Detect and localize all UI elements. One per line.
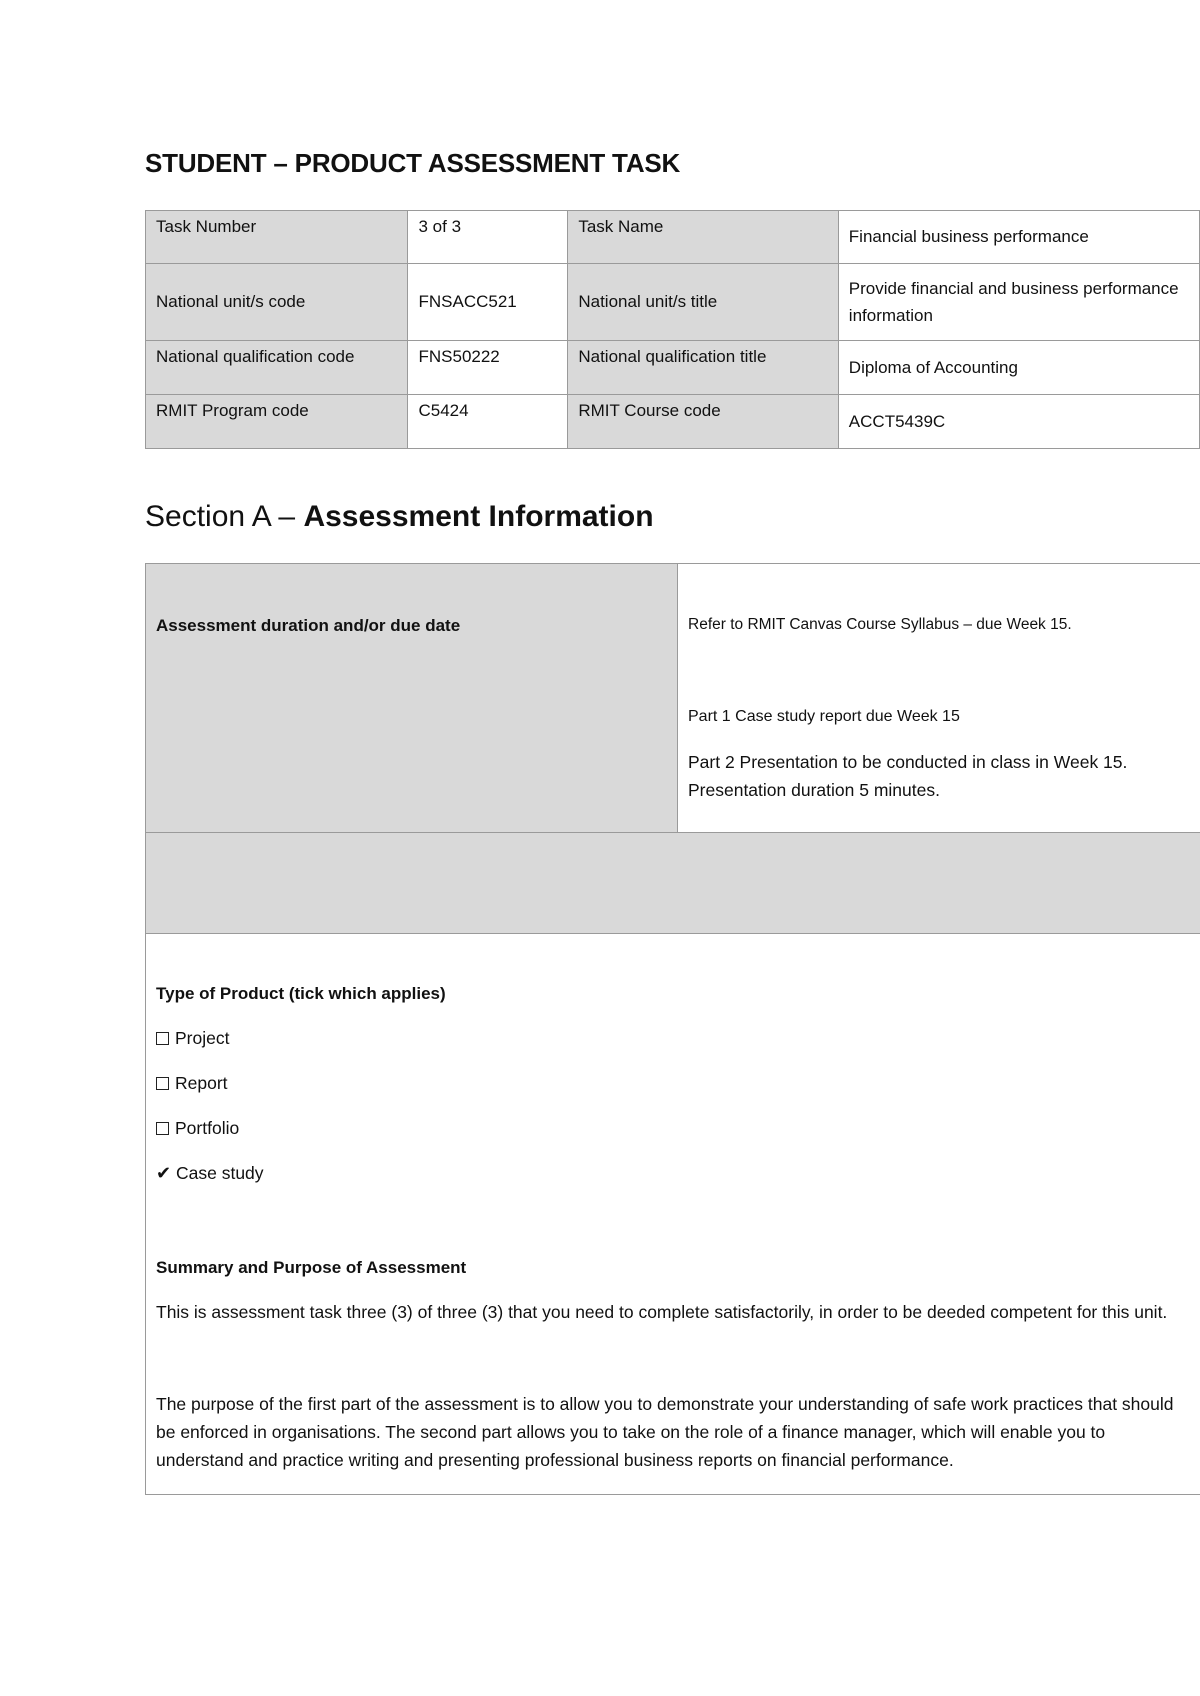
section-a-heading xyxy=(145,500,654,534)
duration-value-cell xyxy=(678,564,1200,832)
product-type-heading: Type of Product (tick which applies) xyxy=(156,984,446,1003)
table-row xyxy=(146,264,1200,341)
option-portfolio[interactable] xyxy=(156,1118,1190,1139)
task-name-label: Task Name xyxy=(568,211,838,264)
assessment-info-box xyxy=(145,563,1200,1495)
checkbox-unchecked-icon[interactable] xyxy=(156,1032,169,1045)
qualification-code-value: FNS50222 xyxy=(408,341,568,395)
table-row xyxy=(146,211,1200,264)
product-summary-cell xyxy=(146,934,1200,1494)
summary-paragraph-1: This is assessment task three (3) of three (3) that you need to complete satisfactorily, in order to be deeded competent for this unit. xyxy=(156,1302,1168,1322)
due-date-text: Refer to RMIT Canvas Course Syllabus – due Week 15. xyxy=(688,616,1072,633)
summary-paragraph-2: The purpose of the first part of the assessment is to allow you to demonstrate your understanding of safe work practices that should be enforced in organisations. The second part allows you to take on the role of a finance manager, which will enable you to understand and practice writing and presenting professional business reports on financial performance. xyxy=(156,1394,1174,1470)
page-title: STUDENT – PRODUCT ASSESSMENT TASK xyxy=(145,148,681,178)
option-label: Case study xyxy=(176,1163,264,1183)
qualification-title-label: National qualification title xyxy=(568,341,838,395)
section-a-prefix: Section A – xyxy=(145,500,304,533)
table-row xyxy=(146,341,1200,395)
part1-text: Part 1 Case study report due Week 15 xyxy=(688,708,960,725)
program-code-value: C5424 xyxy=(408,395,568,449)
task-details-table xyxy=(145,210,1200,449)
qualification-title-value: Diploma of Accounting xyxy=(838,341,1199,395)
unit-title-label: National unit/s title xyxy=(568,264,838,341)
checkmark-icon[interactable]: ✔ xyxy=(156,1163,172,1183)
unit-title-value: Provide financial and business performance information xyxy=(838,264,1199,341)
task-number-value: 3 of 3 xyxy=(408,211,568,264)
option-case-study[interactable] xyxy=(156,1163,1190,1184)
program-code-label: RMIT Program code xyxy=(146,395,408,449)
part2-text: Part 2 Presentation to be conducted in class in Week 15. Presentation duration 5 minutes. xyxy=(688,752,1128,800)
table-row xyxy=(146,395,1200,449)
option-label: Project xyxy=(175,1028,230,1048)
option-label: Report xyxy=(175,1073,228,1093)
unit-code-value: FNSACC521 xyxy=(408,264,568,341)
unit-code-label: National unit/s code xyxy=(146,264,408,341)
duration-label: Assessment duration and/or due date xyxy=(146,564,678,832)
task-number-label: Task Number xyxy=(146,211,408,264)
duration-row xyxy=(146,564,1200,833)
checkbox-unchecked-icon[interactable] xyxy=(156,1077,169,1090)
blank-shaded-row xyxy=(146,833,1200,934)
section-a-title: Assessment Information xyxy=(303,500,654,533)
option-label: Portfolio xyxy=(175,1118,240,1138)
summary-heading: Summary and Purpose of Assessment xyxy=(156,1258,467,1277)
task-name-value: Financial business performance xyxy=(838,211,1199,264)
option-report[interactable] xyxy=(156,1073,1190,1094)
course-code-label: RMIT Course code xyxy=(568,395,838,449)
checkbox-unchecked-icon[interactable] xyxy=(156,1122,169,1135)
option-project[interactable] xyxy=(156,1028,1190,1049)
qualification-code-label: National qualification code xyxy=(146,341,408,395)
course-code-value: ACCT5439C xyxy=(838,395,1199,449)
